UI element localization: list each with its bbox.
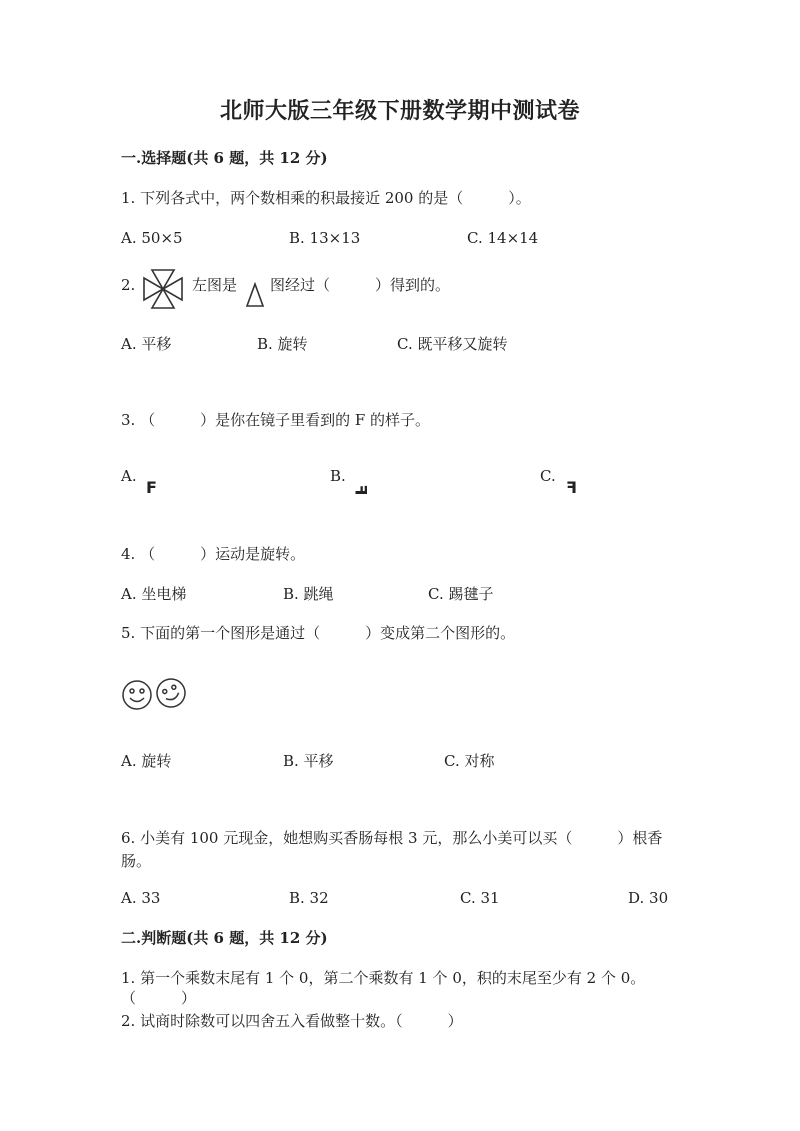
judgement-2-text: 2. 试商时除数可以四舍五入看做整十数。（ ） <box>121 1012 463 1030</box>
question-5-option-c: C. 对称 <box>444 752 495 770</box>
question-4-option-c: C. 踢毽子 <box>428 585 494 603</box>
question-6-option-a: A. 33 <box>121 889 161 907</box>
question-2-option-c: C. 既平移又旋转 <box>397 335 508 353</box>
question-6-text-line2: 肠。 <box>121 852 152 870</box>
question-6-text-line1: 6. 小美有 100 元现金，她想购买香肠每根 3 元，那么小美可以买（ ）根香 <box>121 829 663 847</box>
question-2-text-left: 左图是 <box>192 276 238 294</box>
question-5-text: 5. 下面的第一个图形是通过（ ）变成第二个图形的。 <box>121 624 516 642</box>
page-title: 北师大版三年级下册数学期中测试卷 <box>219 98 580 124</box>
question-2-number: 2. <box>121 276 136 294</box>
smiley-face-rotated-icon <box>154 676 188 710</box>
mirror-f-c-figure: F <box>566 478 577 497</box>
smiley-face-icon <box>120 678 154 712</box>
mirror-f-a-figure: F <box>146 478 157 497</box>
question-6-option-d: D. 30 <box>628 889 669 907</box>
question-2-text-right: 图经过（ ）得到的。 <box>270 276 451 294</box>
question-2-option-b: B. 旋转 <box>257 335 308 353</box>
question-1-text: 1. 下列各式中，两个数相乘的积最接近 200 的是（ ）。 <box>121 189 531 207</box>
question-4-option-a: A. 坐电梯 <box>121 585 187 603</box>
question-6-option-b: B. 32 <box>289 889 329 907</box>
question-3-option-a: A. <box>121 467 137 485</box>
question-5-option-b: B. 平移 <box>283 752 334 770</box>
question-6-option-c: C. 31 <box>460 889 500 907</box>
question-2-option-a: A. 平移 <box>121 335 172 353</box>
mirror-f-b-figure: F <box>351 484 371 496</box>
question-5-option-a: A. 旋转 <box>121 752 172 770</box>
question-1-option-c: C. 14×14 <box>467 229 539 247</box>
question-3-option-c: C. <box>540 467 556 485</box>
question-4-option-b: B. 跳绳 <box>283 585 334 603</box>
section-heading-choice: 一.选择题(共 6 题，共 12 分) <box>121 149 328 167</box>
question-3-text: 3. （ ）是你在镜子里看到的 F 的样子。 <box>121 411 431 429</box>
judgement-1-text-line2: （ ） <box>121 989 197 1007</box>
pinwheel-figure <box>140 266 186 312</box>
judgement-1-text-line1: 1. 第一个乘数末尾有 1 个 0，第二个乘数有 1 个 0，积的末尾至少有 2 个 0。 <box>121 969 646 987</box>
question-4-text: 4. （ ）运动是旋转。 <box>121 545 306 563</box>
question-3-option-b: B. <box>330 467 346 485</box>
triangle-figure <box>245 282 265 308</box>
question-1-option-b: B. 13×13 <box>289 229 361 247</box>
section-heading-judgement: 二.判断题(共 6 题，共 12 分) <box>121 929 328 947</box>
question-1-option-a: A. 50×5 <box>121 229 183 247</box>
